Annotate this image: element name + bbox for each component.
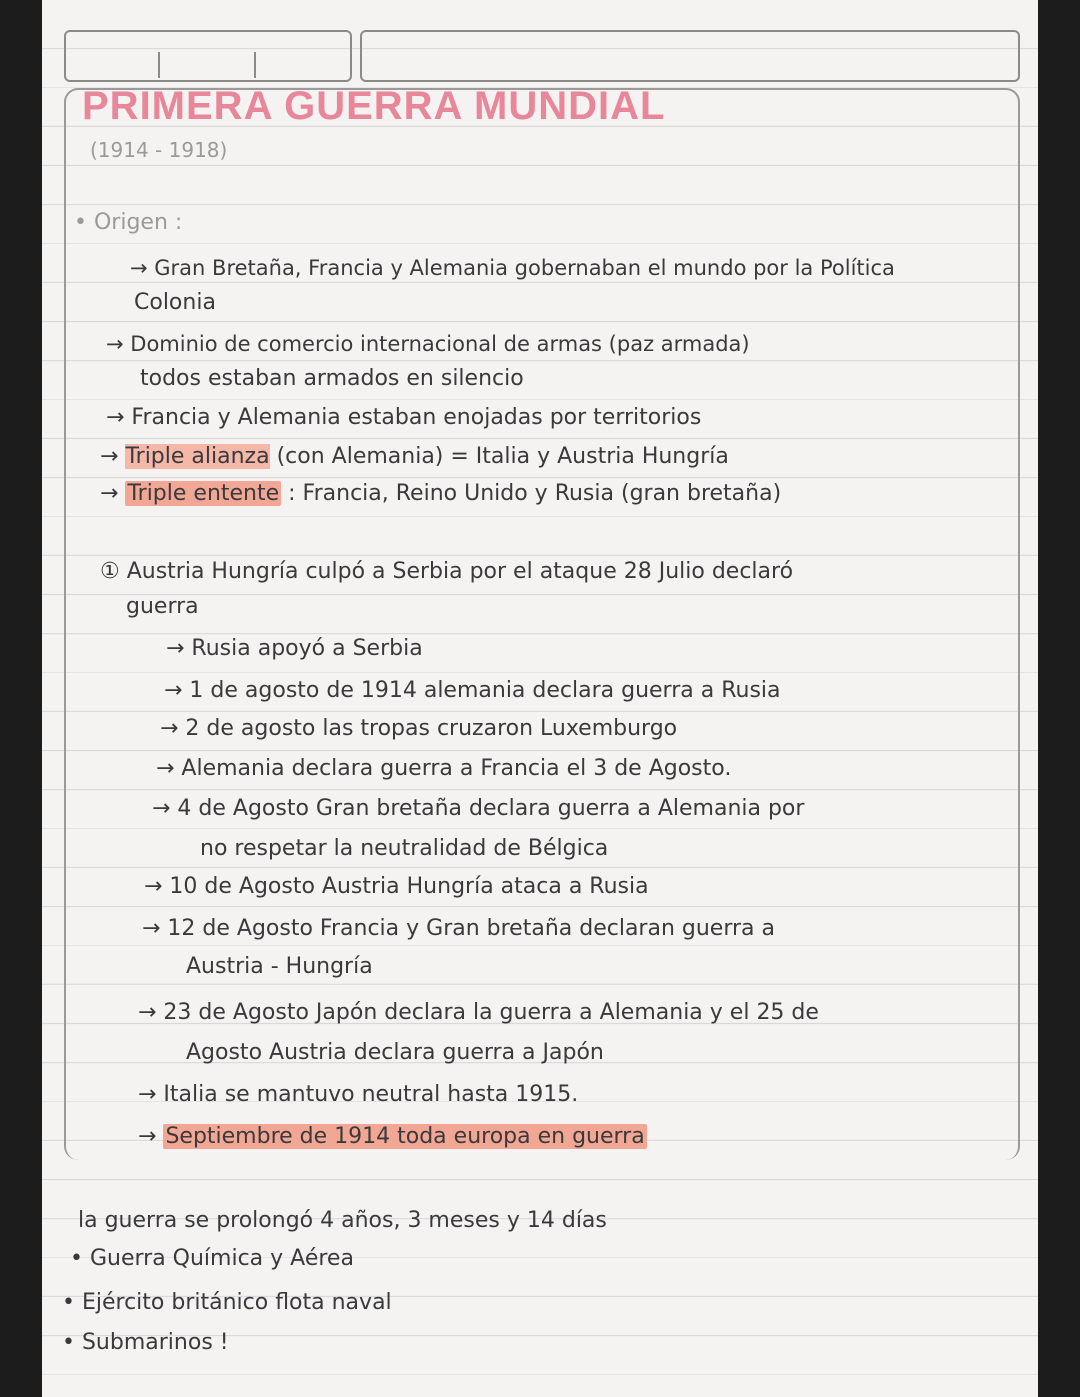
event-final-highlight: Septiembre de 1914 toda europa en guerra [165, 1124, 645, 1149]
origin-line: Colonia [134, 290, 216, 315]
event-item: → 12 de Agosto Francia y Gran bretaña declaran guerra a [142, 916, 775, 941]
summary-bullet: • Ejército británico flota naval [62, 1290, 392, 1315]
arrow: → [138, 1124, 157, 1149]
triple-alliance-label: Triple alianza [125, 444, 270, 469]
origin-heading: • Origen : [74, 210, 183, 235]
origin-line: → Francia y Alemania estaban enojadas por territorios [106, 405, 702, 430]
event-item: no respetar la neutralidad de Bélgica [200, 836, 609, 861]
triple-alliance-text: (con Alemania) = Italia y Austria Hungría [276, 444, 729, 469]
summary-line: la guerra se prolongó 4 años, 3 meses y 14 días [78, 1208, 607, 1233]
event-final-line [138, 1124, 647, 1149]
header-tick [254, 52, 256, 78]
event-item: → Alemania declara guerra a Francia el 3 de Agosto. [156, 756, 732, 781]
event-item: → 4 de Agosto Gran bretaña declara guerra a Alemania por [152, 796, 805, 821]
event-item: → 2 de agosto las tropas cruzaron Luxemburgo [160, 716, 678, 741]
event-item: Agosto Austria declara guerra a Japón [186, 1040, 604, 1065]
summary-bullet: • Submarinos ! [62, 1330, 229, 1355]
triple-entente-line [100, 481, 781, 506]
arrow: → [100, 481, 119, 506]
event-item: Austria - Hungría [186, 954, 373, 979]
summary-bullet: • Guerra Química y Aérea [70, 1246, 354, 1271]
event-item: → Rusia apoyó a Serbia [166, 636, 423, 661]
event-item: → Italia se mantuvo neutral hasta 1915. [138, 1082, 579, 1107]
arrow: → [100, 444, 119, 469]
origin-line: todos estaban armados en silencio [140, 366, 524, 391]
events-intro: guerra [126, 594, 199, 619]
event-item: → 1 de agosto de 1914 alemania declara guerra a Rusia [164, 678, 781, 703]
header-box-right [360, 30, 1020, 82]
event-item: → 23 de Agosto Japón declara la guerra a Alemania y el 25 de [138, 1000, 819, 1025]
date-range: (1914 - 1918) [90, 138, 228, 162]
notebook-page [42, 0, 1038, 1397]
page-title: PRIMERA GUERRA MUNDIAL [82, 84, 666, 128]
triple-entente-label: Triple entente [127, 481, 280, 506]
header-box-left [64, 30, 352, 82]
triple-entente-text: : Francia, Reino Unido y Rusia (gran bretaña) [288, 481, 782, 506]
origin-line: → Dominio de comercio internacional de armas (paz armada) [106, 332, 750, 356]
origin-line: → Gran Bretaña, Francia y Alemania gobernaban el mundo por la Política [130, 256, 895, 280]
event-item: → 10 de Agosto Austria Hungría ataca a Rusia [144, 874, 649, 899]
triple-alliance-line [100, 444, 729, 469]
header-tick [158, 52, 160, 78]
events-intro: ① Austria Hungría culpó a Serbia por el ataque 28 Julio declaró [100, 559, 794, 584]
